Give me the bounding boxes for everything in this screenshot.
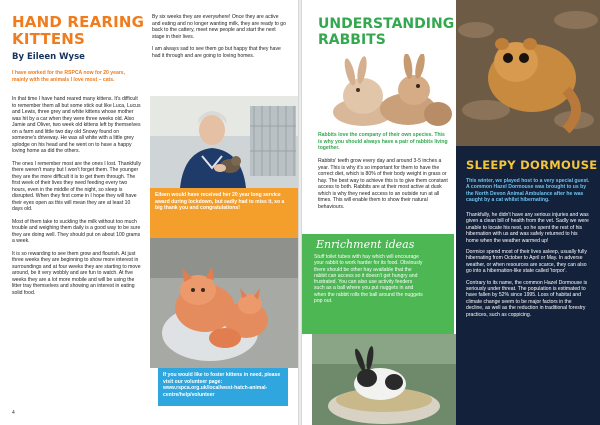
paragraph: I am always sad to see them go but happy that they have had it through and are going to loving homes. xyxy=(152,46,281,59)
dormouse-text xyxy=(466,212,590,323)
rabbits-photo xyxy=(318,54,456,130)
article-column-2 xyxy=(152,14,288,65)
dormouse-panel xyxy=(456,146,600,425)
dormouse-photo xyxy=(456,0,600,146)
right-page xyxy=(302,0,600,425)
enrichment-text: Stuff toilet tubes with hay which will encourage your rabbit to work harder for its food. Obviously there should be other hay available that the rabbit can access so it doesn't get hungry and frustrated. You can also use activity feeders such as a ball where you put nuggets in and when the rabbit rolls the ball around the nuggets pop out. xyxy=(314,254,423,305)
dormouse-intro: This winter, we played host to a very special guest. A common Hazel Dormouse was brought to us by the North Devon Animal Ambulance after he was caught by a cat whilst hibernating. xyxy=(466,178,590,204)
left-page xyxy=(0,0,298,425)
kittens-photo xyxy=(150,238,298,368)
paragraph: Most of them take to suckling the milk without too much trouble and weighing them daily is a good way to be sure they are doing well. They should put on about 100 grams a week. xyxy=(12,218,141,244)
paragraph: Contrary to its name, the common Hazel Dormouse is seriously under threat. The population is estimated to have fallen by 52% since 1995. Loss of habitat and climate change seem to be major factors in the decline, as well as the reduction in traditional forestry practices, such as coppicing. xyxy=(466,279,588,318)
photo-caption-box: Eileen would have received her 20 year long service award during lockdown, but sadly had to miss it, so a big thank you and congratulations! xyxy=(150,188,298,238)
paragraph: Dormice spend most of their lives asleep, usually fully hibernating from October to April or May. In adverse weather, or when resources are scarce, they can also go into a hibernation-like state called 'torpor'. xyxy=(466,249,587,275)
rabbits-text: Rabbits' teeth grow every day and around 3-5 inches a year. This is why it's so important for them to have the correct diet, which is 80% of their body weight in grass or hay. The best way to achieve this is to give them constant access to both. Rabbits are at their most active at dusk which is why they need access to an outside run at all times. This will enable them to show their natural behaviours. xyxy=(318,158,448,210)
article-intro: I have worked for the RSPCA now for 20 years, mainly with the animals I love most – cats. xyxy=(12,70,126,83)
rabbit-bowl-photo xyxy=(312,334,456,425)
rabbits-caption: Rabbits love the company of their own species. This is why you should always have a pair of rabbits living together. xyxy=(318,132,448,151)
eileen-photo xyxy=(150,96,298,188)
paragraph: In that time I have hand reared many kittens. It's difficult to remember them all but some stick out like Luca, Lucus and Lewis, three grey and white kittens whose mother was hit by a car when they were three weeks old. Also Jamie and Oliver, two week old kittens left by themselves on a farm and little two day old Snowy found on someone's driveway. He was all white with a little grey splodge on his head and he went on to have a happy loving home as did the others. xyxy=(12,96,141,154)
article-title: HAND REARING KITTENS xyxy=(12,13,145,48)
paragraph: Thankfully, he didn't have any serious injuries and was given a clean bill of health from the vet. Sadly we were unable to locate his nest, so he spent the rest of his hibernation with us and was safely returned to his home when the weather warmed up! xyxy=(466,212,589,244)
enrichment-box xyxy=(302,234,454,334)
article-column-1 xyxy=(12,96,142,302)
page-number: 4 xyxy=(12,410,15,416)
paragraph: By six weeks they are everywhere! Once they are active and eating and no longer wanting milk, they are ready to go back to the cattery, meet new people and start the next stage in their lives. xyxy=(152,14,286,40)
dormouse-title: SLEEPY DORMOUSE xyxy=(466,158,598,172)
enrichment-title: Enrichment ideas xyxy=(316,238,415,251)
paragraph: It is so rewarding to see them grow and flourish. At just three weeks they are beginning to show more interest in surroundings and at four weeks they are starting to move around, be it very wobbly and are fun to watch. At five weeks they are a lot more mobile and will be using the litter tray themselves and showing an interest in eating solid food. xyxy=(12,250,141,296)
rabbits-title: UNDERSTANDING RABBITS xyxy=(318,16,455,48)
author-byline: By Eileen Wyse xyxy=(12,52,85,62)
volunteer-info-box: If you would like to foster kittens in need, please visit our volunteer page: www.rspca.org.uk/local/west-hatch-animal-centre/help/volunteer xyxy=(158,368,288,406)
paragraph: The ones I remember most are the ones I lost. Thankfully there weren't many but I won't forget them. The younger they are the more difficult it is to get them through. The first week of their lives they need feeding every two hours, even in the middle of the night, so sleep is disrupted. When they first come in I hope they will have their eyes open as this will mean they are at least 10 days old. xyxy=(12,160,142,212)
